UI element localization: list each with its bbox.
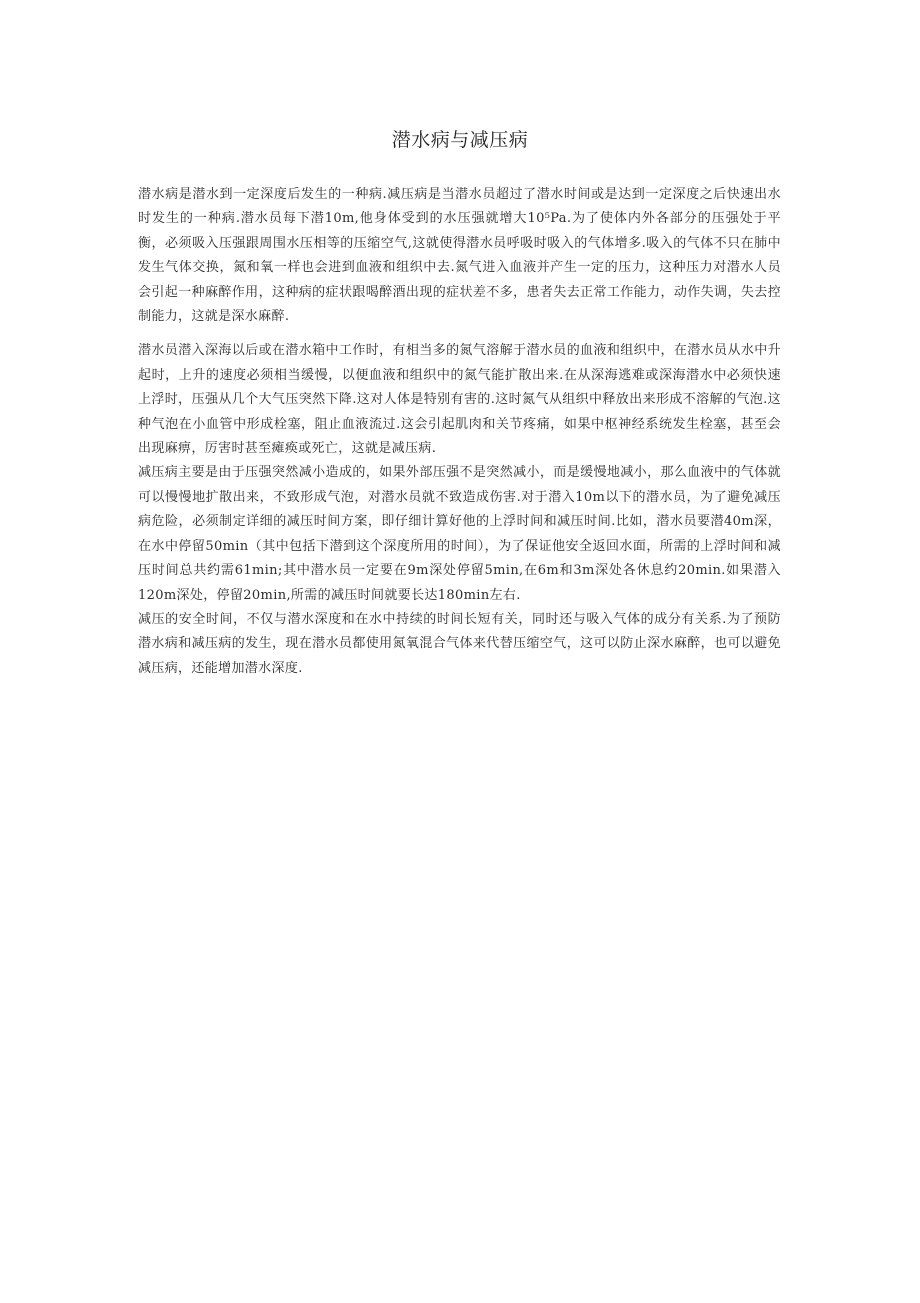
paragraph-diving-sickness: 潜水病是潜水到一定深度后发生的一种病.减压病是当潜水员超过了潜水时间或是达到一定深度之后快速出水时发生的一种病.潜水员每下潜10m,他身体受到的水压强就增大10⁵Pa.为了使体内外各部分的压强处于平衡，必须吸入压强跟周围水压相等的压缩空气,这就使得潜水员呼吸时吸入的气体增多.吸入的气体不只在肺中发生气体交换，氮和氧一样也会进到血液和组织中去.氮气进入血液并产生一定的压力，这种压力对潜水人员会引起一种麻醉作用，这种病的症状跟喝醉酒出现的症状差不多，患者失去正常工作能力，动作失调，失去控制能力，这就是深水麻醉. <box>138 187 781 325</box>
paragraph-decompression-schedule: 减压病主要是由于压强突然减小造成的，如果外部压强不是突然减小，而是缓慢地减小，那么血液中的气体就可以慢慢地扩散出来，不致形成气泡，对潜水员就不致造成伤害.对于潜入10m以下的潜水员，为了避免减压病危险，必须制定详细的减压时间方案，即仔细计算好他的上浮时间和减压时间.比如，潜水员要潜40m深，在水中停留50min（其中包括下潜到这个深度所用的时间），为了保证他安全返回水面，所需的上浮时间和减压时间总共约需61min;其中潜水员一定要在9m深处停留5min,在6m和3m深处各休息约20min.如果潜入120m深处，停留20min,所需的减压时间就要长达180min左右. <box>138 465 781 603</box>
paragraph-nitrogen-bubbles: 潜水员潜入深海以后或在潜水箱中工作时，有相当多的氮气溶解于潜水员的血液和组织中，在潜水员从水中升起时，上升的速度必须相当缓慢，以便血液和组织中的氮气能扩散出来.在从深海逃难或深海潜水中必须快速上浮时，压强从几个大气压突然下降.这对人体是特别有害的.这时氮气从组织中释放出来形成不溶解的气泡.这种气泡在小血管中形成栓塞，阻止血液流过.这会引起肌肉和关节疼痛，如果中枢神经系统发生栓塞，甚至会出现麻痹，厉害时甚至瘫痪或死亡，这就是减压病. <box>138 343 781 457</box>
paragraph-safety-time: 减压的安全时间，不仅与潜水深度和在水中持续的时间长短有关，同时还与吸入气体的成分有关系.为了预防潜水病和减压病的发生，现在潜水员都使用氮氧混合气体来代替压缩空气，这可以防止深水麻醉，也可以避免减压病，还能增加潜水深度. <box>138 611 781 676</box>
document-title: 潜水病与减压病 <box>391 129 529 151</box>
document-body <box>138 183 781 681</box>
